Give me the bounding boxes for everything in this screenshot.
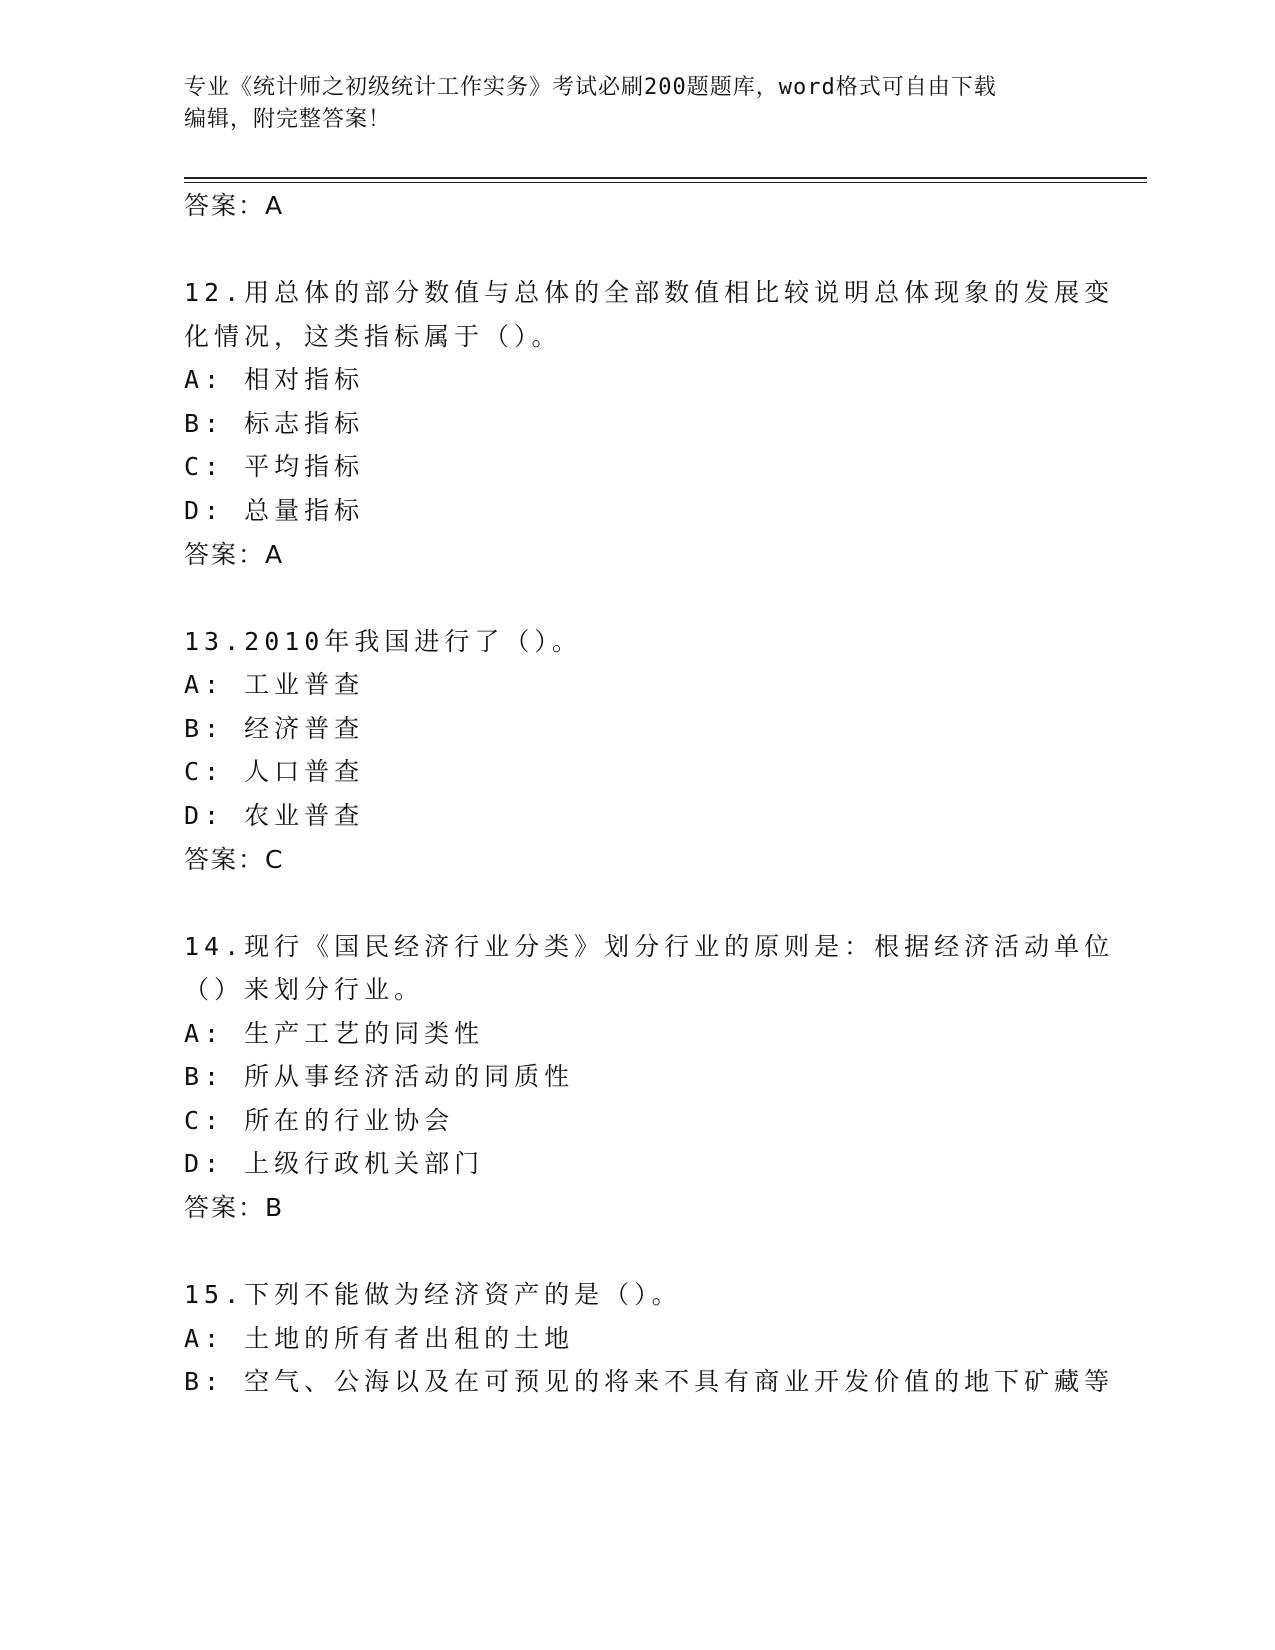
question-14-stem-line-2: （）来划分行业。 xyxy=(184,975,425,1004)
question-12-stem-line-1: 12.用总体的部分数值与总体的全部数值相比较说明总体现象的发展变 xyxy=(184,278,1115,307)
document-header xyxy=(184,72,1064,136)
header-divider-thick xyxy=(184,177,1147,179)
question-14-stem-line-1: 14.现行《国民经济行业分类》划分行业的原则是：根据经济活动单位 xyxy=(184,932,1115,961)
question-14-option-d: D: 上级行政机关部门 xyxy=(184,1149,485,1178)
question-14-answer: 答案：B xyxy=(184,1193,285,1222)
question-12-option-a: A: 相对指标 xyxy=(184,365,365,394)
question-13-stem-line-1: 13.2010年我国进行了（）。 xyxy=(184,627,582,656)
question-12-answer: 答案：A xyxy=(184,540,285,569)
answer-line-q11: 答案：A xyxy=(184,191,285,220)
question-15-option-a: A: 土地的所有者出租的土地 xyxy=(184,1324,575,1353)
question-13-answer: 答案：C xyxy=(184,845,285,874)
header-divider-thin xyxy=(184,182,1147,183)
question-14-option-b: B: 所从事经济活动的同质性 xyxy=(184,1062,575,1091)
question-12-stem-line-2: 化情况，这类指标属于（）。 xyxy=(184,322,562,351)
question-14-option-c: C: 所在的行业协会 xyxy=(184,1106,455,1135)
question-13-option-a: A: 工业普查 xyxy=(184,670,365,699)
header-title-line-2: 编辑，附完整答案！ xyxy=(184,107,392,132)
question-15-option-b: B: 空气、公海以及在可预见的将来不具有商业开发价值的地下矿藏等 xyxy=(184,1367,1115,1396)
question-14-option-a: A: 生产工艺的同类性 xyxy=(184,1019,485,1048)
question-13-option-d: D: 农业普查 xyxy=(184,801,365,830)
question-13-option-b: B: 经济普查 xyxy=(184,714,365,743)
question-15-stem-line-1: 15.下列不能做为经济资产的是（）。 xyxy=(184,1280,682,1309)
header-title-line-1: 专业《统计师之初级统计工作实务》考试必刷200题题库，word格式可自由下载 xyxy=(184,75,997,100)
question-12-option-c: C: 平均指标 xyxy=(184,452,365,481)
question-13-option-c: C: 人口普查 xyxy=(184,757,365,786)
question-12-option-b: B: 标志指标 xyxy=(184,409,365,438)
question-12-option-d: D: 总量指标 xyxy=(184,496,365,525)
